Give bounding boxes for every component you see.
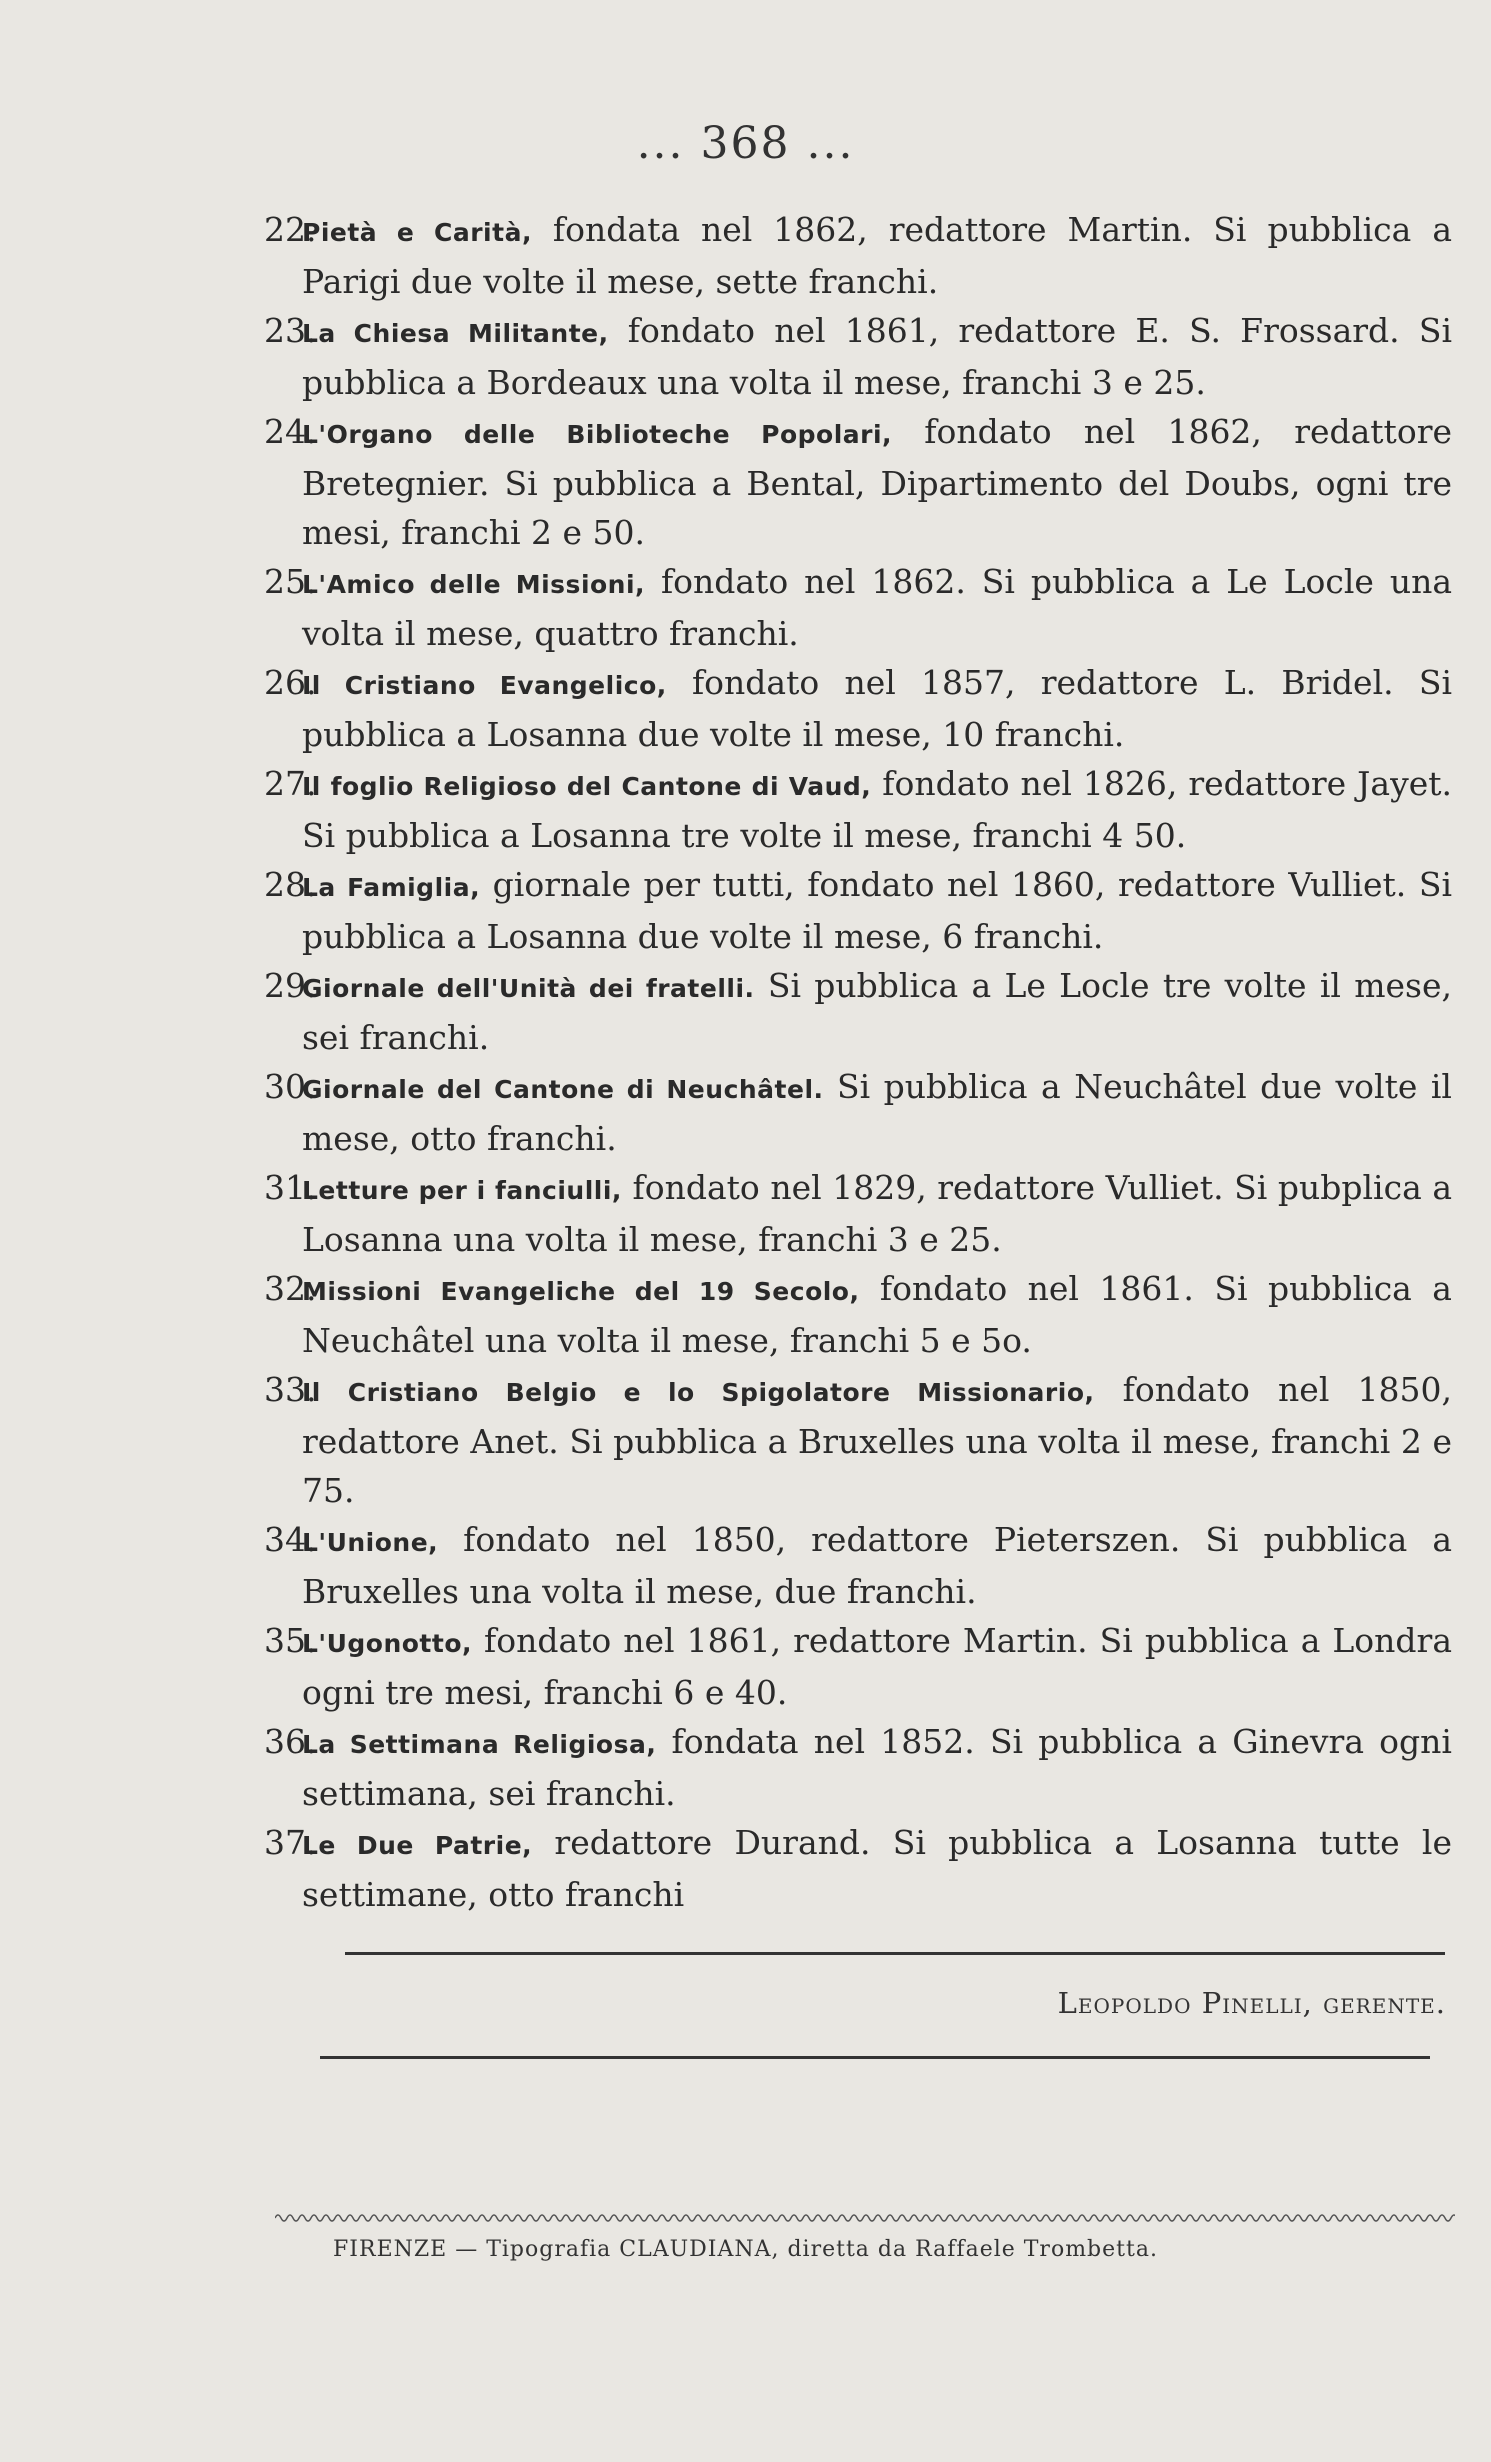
ornamental-border — [275, 2210, 1455, 2226]
divider-top — [345, 1952, 1445, 1955]
list-item — [264, 658, 1452, 759]
entry-number: 36. — [264, 1722, 317, 1761]
entry-title: Giornale dell'Unità dei fratelli. — [302, 974, 755, 1003]
entry-description: fondato nel 1826, redattore Jayet. Si pubblica a Losanna tre volte il mese, franchi 4 50. — [302, 764, 1452, 855]
entry-title: Missioni Evangeliche del 19 Secolo, — [302, 1277, 860, 1306]
entry-description: fondato nel 1861. Si pubblica a Neuchâtel una volta il mese, franchi 5 e 5o. — [302, 1269, 1452, 1360]
entry-number: 22. — [264, 210, 317, 249]
list-item — [264, 1717, 1452, 1818]
entry-number: 28. — [264, 865, 317, 904]
entry-number: 29. — [264, 966, 317, 1005]
entry-number: 25. — [264, 562, 317, 601]
list-item — [264, 1616, 1452, 1717]
entry-title: Pietà e Carità, — [302, 218, 532, 247]
entry-description: fondata nel 1862, redattore Martin. Si pubblica a Parigi due volte il mese, sette franchi. — [302, 210, 1452, 301]
list-item — [264, 860, 1452, 961]
list-item — [264, 1365, 1452, 1515]
divider-bottom — [320, 2056, 1430, 2059]
list-item — [264, 961, 1452, 1062]
entry-number: 31. — [264, 1168, 317, 1207]
entry-title: L'Ugonotto, — [302, 1629, 473, 1658]
entry-description: fondato nel 1862. Si pubblica a Le Locle una volta il mese, quattro franchi. — [302, 562, 1452, 653]
entry-title: Giornale del Cantone di Neuchâtel. — [302, 1075, 824, 1104]
entry-description: fondato nel 1861, redattore Martin. Si pubblica a Londra ogni tre mesi, franchi 6 e 40. — [302, 1621, 1452, 1712]
entry-number: 37. — [264, 1823, 317, 1862]
periodicals-list — [0, 205, 1491, 1919]
entry-number: 23. — [264, 311, 317, 350]
entry-number: 35. — [264, 1621, 317, 1660]
list-item — [264, 407, 1452, 557]
entry-title: La Settimana Religiosa, — [302, 1730, 657, 1759]
printer-imprint: FIRENZE — Tipografia CLAUDIANA, diretta da Raffaele Trombetta. — [333, 2237, 1158, 2262]
entry-title: Il Cristiano Belgio e lo Spigolatore Missionario, — [302, 1378, 1095, 1407]
entry-title: La Famiglia, — [302, 873, 481, 902]
entry-description: fondato nel 1862, redattore Bretegnier. Si pubblica a Bental, Dipartimento del Doubs, ogni tre mesi, franchi 2 e 50. — [302, 412, 1452, 552]
entry-title: L'Organo delle Biblioteche Popolari, — [302, 420, 893, 449]
entry-description: fondato nel 1829, redattore Vulliet. Si pubplica a Losanna una volta il mese, franchi 3 e 25. — [302, 1168, 1453, 1259]
entry-number: 30. — [264, 1067, 317, 1106]
entry-number: 33. — [264, 1370, 317, 1409]
entry-description: fondato nel 1850, redattore Pieterszen. Si pubblica a Bruxelles una volta il mese, due franchi. — [302, 1520, 1452, 1611]
entry-title: La Chiesa Militante, — [302, 319, 609, 348]
list-item — [264, 1163, 1453, 1264]
entry-title: Il foglio Religioso del Cantone di Vaud, — [302, 772, 872, 801]
list-item — [264, 1818, 1452, 1919]
entry-description: Si pubblica a Le Locle tre volte il mese, sei franchi. — [302, 966, 1452, 1057]
signature: Leopoldo Pinelli, gerente. — [1057, 1986, 1446, 2020]
entry-number: 32. — [264, 1269, 317, 1308]
entry-description: fondata nel 1852. Si pubblica a Ginevra ogni settimana, sei franchi. — [302, 1722, 1452, 1813]
list-item — [264, 557, 1452, 658]
list-item — [264, 1515, 1452, 1616]
list-item — [264, 1062, 1452, 1163]
list-item — [264, 205, 1452, 306]
entry-description: fondato nel 1861, redattore E. S. Frossard. Si pubblica a Bordeaux una volta il mese, franchi 3 e 25. — [302, 311, 1452, 402]
entry-title: Il Cristiano Evangelico, — [302, 671, 667, 700]
list-item — [264, 759, 1452, 860]
entry-number: 26. — [264, 663, 317, 702]
entry-title: L'Amico delle Missioni, — [302, 570, 646, 599]
entry-title: L'Unione, — [302, 1528, 439, 1557]
entry-number: 27. — [264, 764, 317, 803]
entry-number: 34. — [264, 1520, 317, 1559]
entry-number: 24. — [264, 412, 317, 451]
entry-description: redattore Durand. Si pubblica a Losanna tutte le settimane, otto franchi — [302, 1823, 1452, 1914]
entry-description: Si pubblica a Neuchâtel due volte il mese, otto franchi. — [302, 1067, 1452, 1158]
entry-description: fondato nel 1850, redattore Anet. Si pubblica a Bruxelles una volta il mese, franchi 2 e 75. — [302, 1370, 1452, 1510]
entry-description: giornale per tutti, fondato nel 1860, redattore Vulliet. Si pubblica a Losanna due volte il mese, 6 franchi. — [302, 865, 1452, 956]
page-number: ... 368 ... — [636, 118, 855, 169]
list-item — [264, 306, 1452, 407]
entry-title: Letture per i fanciulli, — [302, 1176, 622, 1205]
entry-title: Le Due Patrie, — [302, 1831, 533, 1860]
entry-description: fondato nel 1857, redattore L. Bridel. Si pubblica a Losanna due volte il mese, 10 franchi. — [302, 663, 1452, 754]
list-item — [264, 1264, 1452, 1365]
